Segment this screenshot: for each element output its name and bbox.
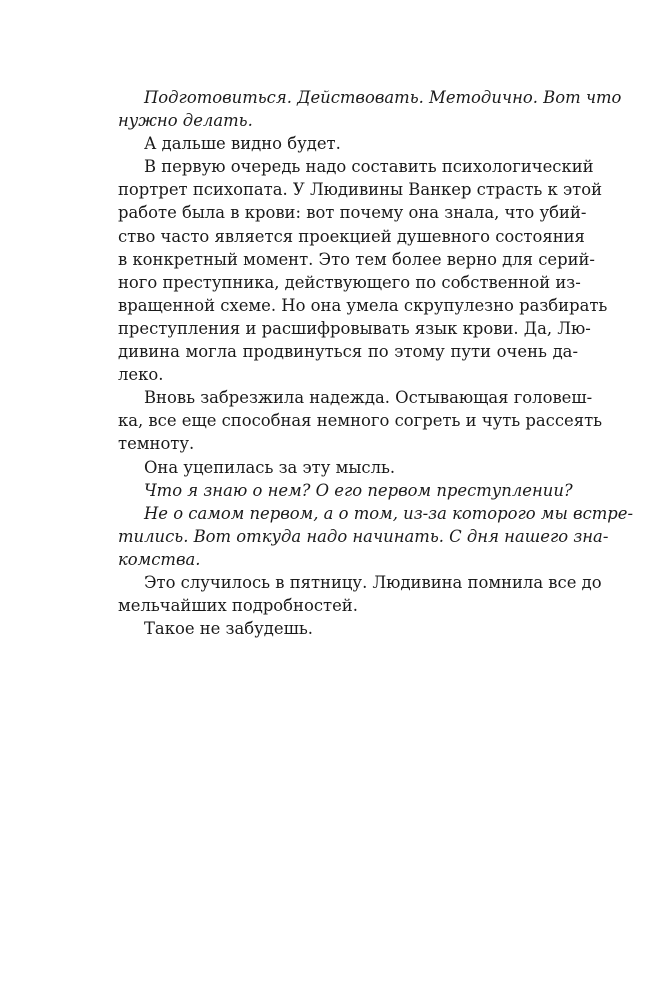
text-line: преступления и расшифровывать язык крови. Да, Лю-: [118, 318, 591, 338]
text-line: нужно делать.: [118, 111, 253, 131]
book-page-text: [118, 86, 634, 640]
text-line: Вновь забрезжила надежда. Остывающая головеш-: [144, 388, 593, 408]
text-line: леко.: [118, 365, 164, 385]
text-line: комства.: [118, 549, 201, 569]
text-line: ного преступника, действующего по собственной из-: [118, 272, 581, 292]
text-line: Не о самом первом, а о том, из-за которого мы встре-: [144, 503, 634, 523]
text-line: Она уцепилась за эту мысль.: [144, 457, 396, 477]
text-line: Такое не забудешь.: [144, 619, 313, 639]
text-line: А дальше видно будет.: [144, 134, 341, 154]
text-line: портрет психопата. У Людивины Ванкер страсть к этой: [118, 180, 603, 200]
paragraph: [118, 571, 602, 617]
text-line: в конкретный момент. Это тем более верно для серий-: [118, 249, 595, 269]
text-line: Это случилось в пятницу. Людивина помнила все до: [144, 572, 602, 592]
text-line: темноту.: [118, 434, 195, 454]
text-line: ка, все еще способная немного согреть и чуть рассеять: [118, 411, 603, 431]
paragraph-italic: [118, 502, 634, 571]
text-line: мельчайших подробностей.: [118, 596, 358, 616]
text-line: Подготовиться. Действовать. Методично. Вот что: [144, 88, 622, 107]
paragraph: [118, 386, 603, 455]
paragraph: [118, 155, 608, 386]
text-line: тились. Вот откуда надо начинать. С дня нашего зна-: [118, 526, 609, 546]
text-line: работе была в крови: вот почему она знала, что убий-: [118, 203, 587, 223]
text-line: дивина могла продвинуться по этому пути очень да-: [118, 342, 578, 362]
paragraph: [118, 456, 578, 479]
text-line: В первую очередь надо составить психологический: [144, 157, 594, 177]
text-line: ство часто является проекцией душевного состояния: [118, 226, 585, 246]
paragraph: [118, 617, 578, 640]
paragraph-italic: [118, 86, 622, 132]
paragraph: [118, 132, 578, 155]
text-line: Что я знаю о нем? О его первом преступлении?: [144, 480, 573, 500]
text-line: вращенной схеме. Но она умела скрупулезно разбирать: [118, 295, 608, 315]
paragraph-italic: [118, 479, 578, 502]
